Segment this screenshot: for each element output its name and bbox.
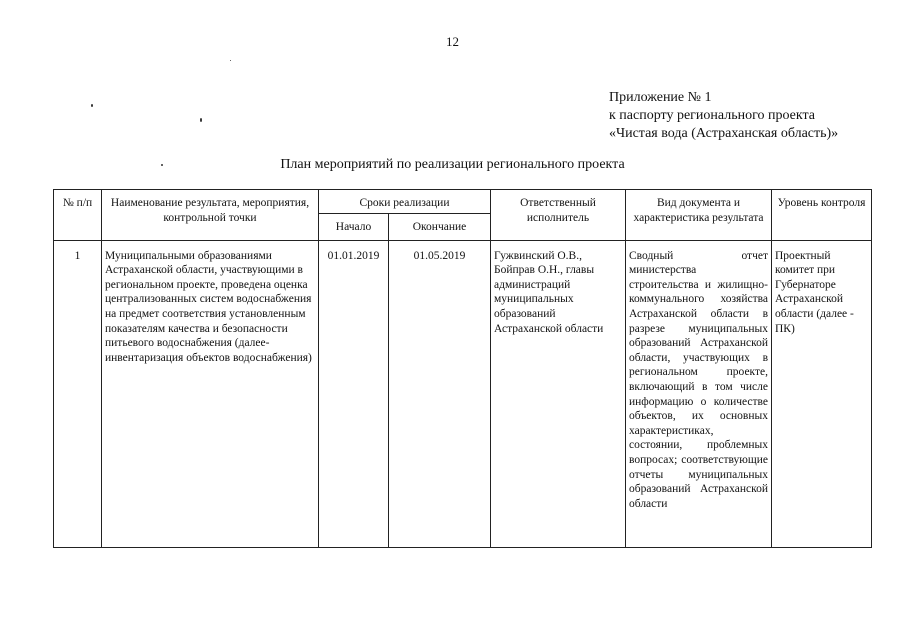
header-num: № п/п [54,190,102,241]
header-executor: Ответственный исполнитель [491,190,626,241]
plan-table [53,189,872,548]
cell-num: 1 [54,240,102,547]
cell-name: Муниципальными образованиями Астраханской области, участвующими в региональном проекте, проведена оценка централизованных систем водоснабжения на предмет соответствия установленным показателям качества и безопасности питьевого водоснабжения (далее- инвентаризация объектов водоснабжения) [102,240,319,547]
header-end: Окончание [389,213,491,240]
page-number: 12 [446,34,459,49]
cell-level: Проектный комитет при Губернаторе Астраханской области (далее - ПК) [772,240,872,547]
appendix-project-name: «Чистая вода (Астраханская область)» [609,126,839,141]
header-terms: Сроки реализации [319,190,491,214]
table-row [54,240,872,547]
appendix-title: Приложение № 1 [609,90,712,105]
cell-document: Сводный отчет министерства строительства и жилищно-коммунального хозяйства Астраханской области в разрезе муниципальных образований Астраханской области, участвующих в региональном проекте, включающий в том числе информацию о количестве объектов, их основных характеристиках, состоянии, проблемных вопросах; соответствующие отчеты муниципальных образований Астраханской области [626,240,772,547]
table-header-row [54,190,872,214]
header-level: Уровень контроля [772,190,872,241]
appendix-block [609,89,838,143]
header-document: Вид документа и характеристика результата [626,190,772,241]
plan-title: План мероприятий по реализации регионального проекта [280,157,625,172]
header-start: Начало [319,213,389,240]
cell-end-date: 01.05.2019 [389,240,491,547]
header-name: Наименование результата, мероприятия, контрольной точки [102,190,319,241]
cell-start-date: 01.01.2019 [319,240,389,547]
appendix-subtitle: к паспорту регионального проекта [609,108,815,123]
cell-executor: Гужвинский О.В., Бойправ О.Н., главы администраций муниципальных образований Астраханской области [491,240,626,547]
